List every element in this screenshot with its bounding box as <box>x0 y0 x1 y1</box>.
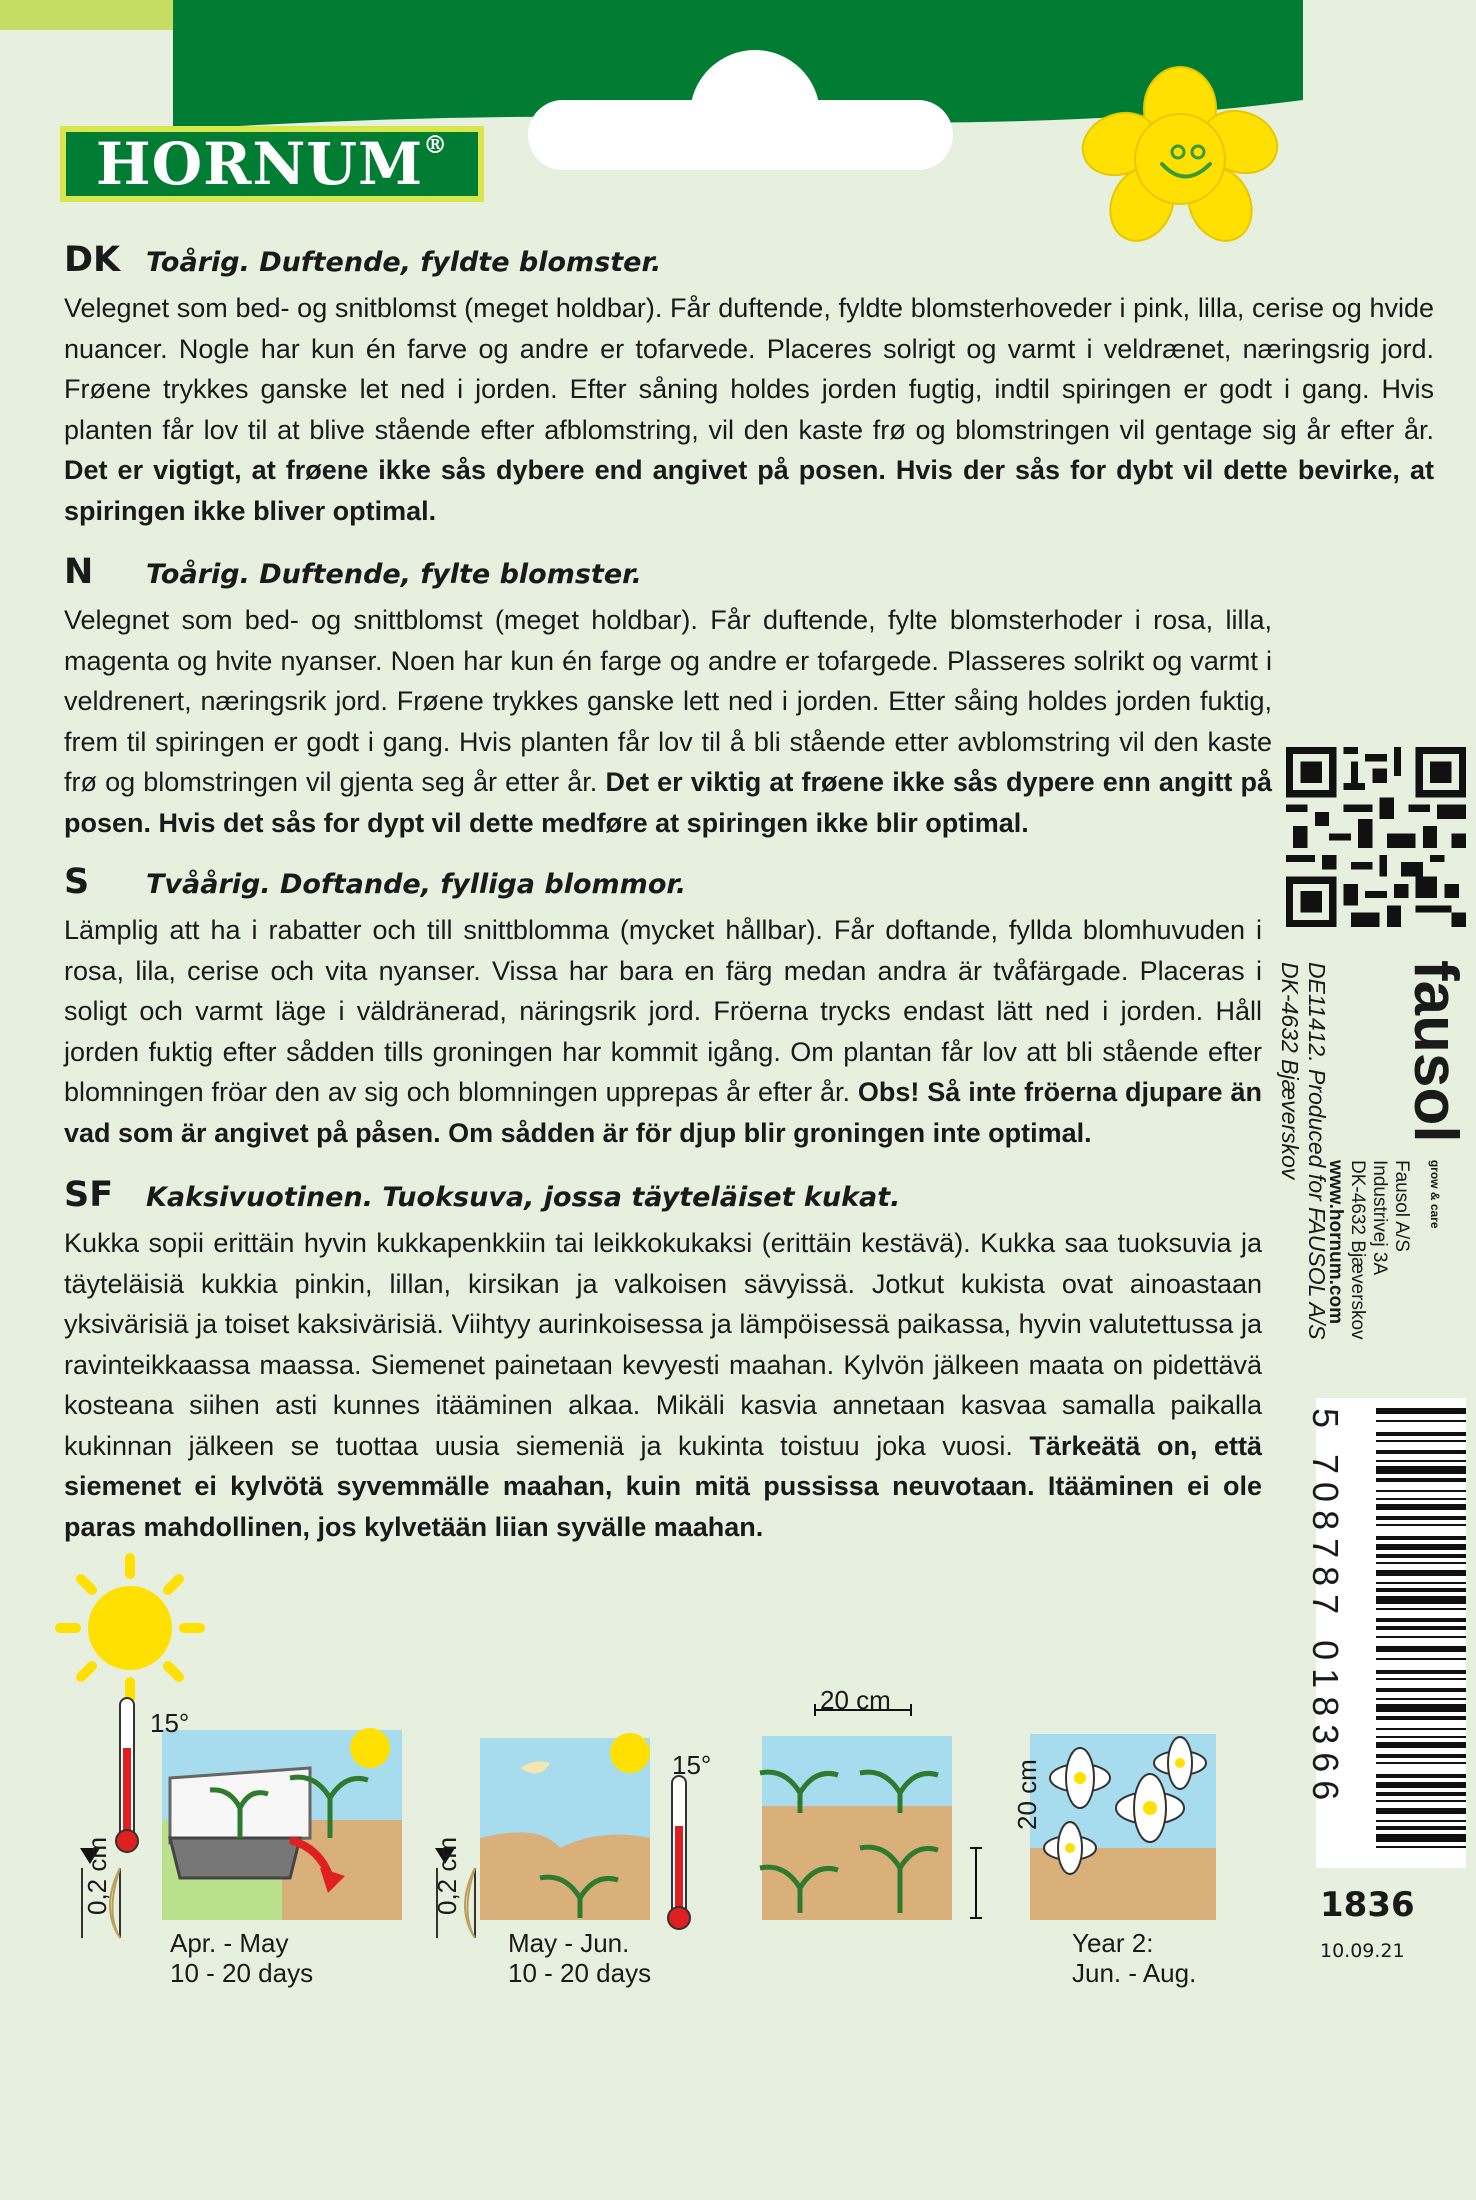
spacing-horizontal-label: 20 cm <box>820 1685 891 1715</box>
lang-title-s: Tvåårig. Doftande, fylliga blommor. <box>146 869 687 900</box>
lang-body-sf: Kukka sopii erittäin hyvin kukkapenkkiin tai leikkokukaksi (erittäin kestävä). Kukka saa tuoksuvia ja täyteläisiä kukkia pinkin, lillan, kirsikan ja valkoisen sävyissä. Jotkut kukista ovat ainoastaan yksivärisiä ja toiset kaksivärisiä. Viihtyy aurinkoisessa ja lämpöisessä paikassa, hyvin valutettussa ja ravinteikkaassa maassa. Siemenet painetaan kevyesti maahan. Kylvön jälkeen maata on pidettävä kosteana siihen asti kunnes itääminen alkaa. Mikäli kasvia annetaan kasvaa samalla paikalla kukinnan jälkeen se tuottaa uusia siemeniä ja kukinta toistuu joka vuosi. Tärkeätä on, että siemenet ei kylvötä syvemmälle maahan, kuin mitä pussissa neuvotaan. Itääminen ei ole paras mahdollinen, jos kylvetään liian syvälle maahan. <box>64 1228 1262 1542</box>
step4-panel <box>1030 1734 1216 1920</box>
step1-panel <box>80 1698 402 1938</box>
lang-title-sf: Kaksivuotinen. Tuoksuva, jossa täyteläiset kukat. <box>146 1182 901 1213</box>
depth-label-1: 0,2 cm <box>82 1836 112 1915</box>
lang-code-sf: SF <box>64 1175 114 1215</box>
lang-body-s: Lämplig att ha i rabatter och till snittblomma (mycket hållbar). Får doftande, fyllda blomhuvuden i rosa, lila, cerise och vita nyanser. Vissa har bara en färg medan andra är tvåfärgade. Placeras i soligt och varmt läge i väldränerad, näringsrik jord. Fröerna trycks endast lätt ned i jorden. Håll jorden fuktig efter sådden tills groningen har kommit igång. Om plantan får lov att bli stående efter blomningen fröar den av sig och blomningen upprepas år efter år. Obs! Så inte fröerna djupare än vad som är angivet på påsen. Om sådden är för djup blir groningen inte optimal. <box>64 915 1262 1148</box>
lang-title-dk: Toårig. Duftende, fyldte blomster. <box>146 247 662 278</box>
spacing-vertical-label: 20 cm <box>1012 1759 1042 1830</box>
lang-body-n: Velegnet som bed- og snittblomst (meget holdbar). Får duftende, fylte blomsterhoder i rosa, lilla, magenta og hvite nyanser. Noen har kun én farge og andre er tofargede. Plasseres solrikt og varmt i veldrenert, næringsrik jord. Frøene trykkes ganske lett ned i jorden. Etter såing holdes jorden fuktig, frem til spiringen er godt i gang. Hvis planten får lov til å bli stående etter avblomstring vil den kaste frø og blomstringen vil gjenta seg år etter år. Det er viktig at frøene ikke sås dypere enn angitt på posen. Hvis det sås for dypt vil dette medføre at spiringen ikke blir optimal. <box>64 605 1272 838</box>
section-n <box>64 552 1272 843</box>
temp-label-2: 15° <box>672 1750 712 1780</box>
header-lime-band <box>0 0 173 30</box>
fausol-logo: fausol $^{grow \& care}$ <box>1401 960 1470 1229</box>
section-s <box>64 862 1262 1153</box>
step4-caption: Year 2: Jun. - Aug. <box>1072 1928 1197 1988</box>
section-sf <box>64 1175 1262 1547</box>
lang-code-n: N <box>64 552 94 592</box>
qr-code-icon[interactable] <box>1286 744 1466 930</box>
lang-code-dk: DK <box>64 240 121 280</box>
barcode-digits: 5 708787 018366 <box>1305 1408 1346 1809</box>
lang-title-n: Toårig. Duftende, fylte blomster. <box>146 559 642 590</box>
depth-label-2: 0,2 cm <box>432 1836 462 1915</box>
section-dk <box>64 240 1434 531</box>
print-date: 10.09.21 <box>1320 1940 1405 1962</box>
lang-code-s: S <box>64 862 90 902</box>
step1-caption: Apr. - May 10 - 20 days <box>170 1928 314 1988</box>
step2-caption: May - Jun. 10 - 20 days <box>508 1928 652 1988</box>
white-tab <box>528 100 953 170</box>
temp-label-1: 15° <box>150 1708 190 1738</box>
product-code: 1836 <box>1320 1885 1415 1925</box>
smiley-flower-icon <box>1080 64 1280 244</box>
sun-icon <box>60 1558 200 1698</box>
produced-for-text: DE11412. Produced for FAUSOL A/S DK-4632 Bjæverskov <box>1277 962 1330 1340</box>
fausol-address: Fausol A/S Industrivej 3A DK-4632 Bjæverskov www.hornum.com <box>1325 1160 1412 1340</box>
step3-panel <box>760 1704 982 1920</box>
logo-text: HORNUM® <box>95 130 449 198</box>
lang-body-dk: Velegnet som bed- og snitblomst (meget holdbar). Får duftende, fyldte blomsterhoveder i pink, lilla, cerise og hvide nuancer. Nogle har kun én farve og andre er tofarvede. Placeres solrigt og varmt i veldrænet, næringsrig jord. Frøene trykkes ganske let ned i jorden. Efter såning holdes jorden fugtig, indtil spiringen er godt i gang. Hvis planten får lov til at blive stående efter afblomstring, vil den kaste frø og blomstringen vil gentage sig år efter år. Det er vigtigt, at frøene ikke sås dybere end angivet på posen. Hvis der sås for dybt vil dette bevirke, at spiringen ikke bliver optimal. <box>64 293 1434 526</box>
step2-panel <box>435 1733 690 1938</box>
hornum-logo <box>60 126 484 202</box>
